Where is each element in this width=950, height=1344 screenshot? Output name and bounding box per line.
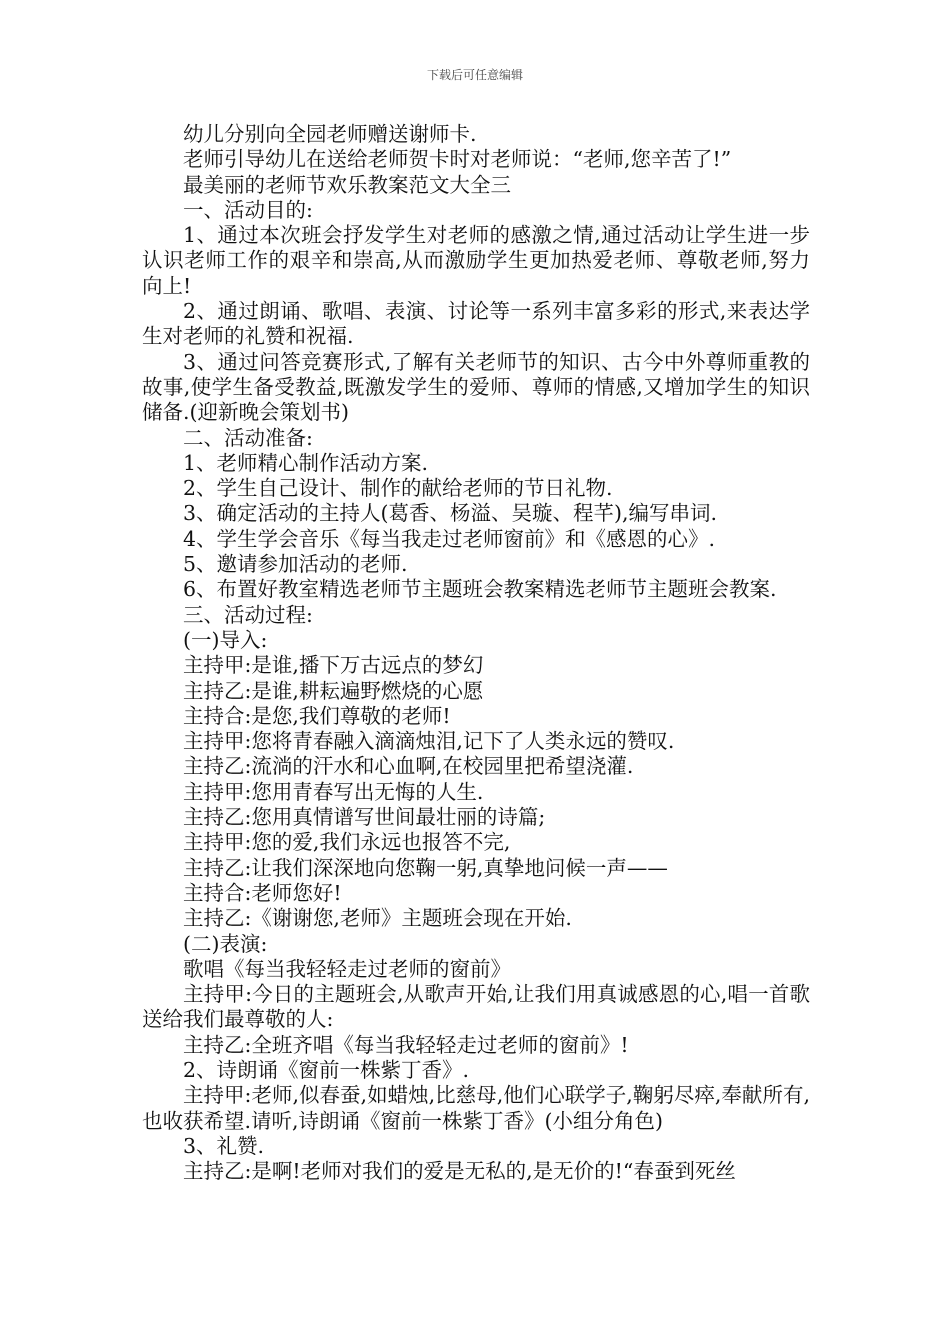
header-note: 下载后可任意编辑 (426, 68, 523, 82)
paragraph: 老师引导幼儿在送给老师贺卡时对老师说：“老师,您辛苦了!” (183, 147, 732, 172)
dialogue-line: 主持乙:流淌的汗水和心血啊,在校园里把希望浇灌. (183, 754, 634, 779)
dialogue-line: 主持合:是您,我们尊敬的老师! (183, 703, 451, 728)
list-item: 3、确定活动的主持人(葛香、杨溢、吴璇、程芊),编写串词. (183, 501, 718, 526)
document-body (142, 122, 810, 1184)
dialogue-line: 主持甲:您将青春融入滴滴烛泪,记下了人类永远的赞叹. (183, 729, 675, 754)
subsection-heading: (二)表演: (183, 931, 268, 956)
paragraph: 3、通过问答竞赛形式,了解有关老师节的知识、古今中外尊师重教的故事,使学生备受教益,既激发学生的爱师、尊师的情感,又增加学生的知识储备.(迎新晚会策划书) (142, 349, 810, 425)
dialogue-line: 主持合:老师您好! (183, 880, 342, 905)
list-item: 1、老师精心制作活动方案. (183, 450, 429, 475)
section-heading: 二、活动准备: (183, 425, 313, 450)
paragraph: 歌唱《每当我轻轻走过老师的窗前》 (183, 956, 511, 981)
dialogue-line: 主持甲:您的爱,我们永远也报答不完, (183, 830, 511, 855)
dialogue-line: 主持乙:让我们深深地向您鞠一躬,真挚地问候一声—— (183, 855, 668, 880)
dialogue-line: 主持乙:全班齐唱《每当我轻轻走过老师的窗前》! (183, 1032, 629, 1057)
paragraph: 1、通过本次班会抒发学生对老师的感激之情,通过活动让学生进一步认识老师工作的艰辛和崇高,从而激励学生更加热爱老师、尊敬老师,努力向上! (142, 223, 810, 298)
paragraph: 幼儿分别向全园老师赠送谢师卡. (183, 122, 477, 146)
dialogue-line: 主持乙:是啊!老师对我们的爱是无私的,是无价的!“春蚕到死丝 (183, 1159, 736, 1184)
list-item: 2、学生自己设计、制作的献给老师的节日礼物. (183, 476, 613, 501)
dialogue-line: 主持乙:是谁,耕耘遍野燃烧的心愿 (183, 678, 484, 703)
dialogue-line: 主持甲:老师,似春蚕,如蜡烛,比慈母,他们心联学子,鞠躬尽瘁,奉献所有,也收获希望.请听,诗朗诵《窗前一株紫丁香》(小组分角色) (142, 1083, 810, 1133)
section-heading: 三、活动过程: (183, 602, 313, 627)
paragraph: 2、通过朗诵、歌唱、表演、讨论等一系列丰富多彩的形式,来表达学生对老师的礼赞和祝福. (142, 299, 810, 349)
list-item: 3、礼赞. (183, 1133, 265, 1158)
dialogue-line: 主持乙:《谢谢您,老师》主题班会现在开始. (183, 906, 572, 931)
subsection-heading: (一)导入: (183, 627, 268, 652)
list-item: 6、布置好教室精选老师节主题班会教案精选老师节主题班会教案. (183, 577, 777, 602)
list-item: 4、学生学会音乐《每当我走过老师窗前》和《感恩的心》. (183, 526, 716, 551)
dialogue-line: 主持甲:今日的主题班会,从歌声开始,让我们用真诚感恩的心,唱一首歌送给我们最尊敬的人: (142, 982, 810, 1032)
section-heading: 一、活动目的: (183, 197, 313, 222)
section-title: 最美丽的老师节欢乐教案范文大全三 (183, 172, 511, 197)
dialogue-line: 主持甲:是谁,播下万古远点的梦幻 (183, 653, 484, 678)
list-item: 5、邀请参加活动的老师. (183, 552, 408, 577)
dialogue-line: 主持乙:您用真情谱写世间最壮丽的诗篇; (183, 805, 546, 830)
list-item: 2、诗朗诵《窗前一株紫丁香》. (183, 1057, 470, 1082)
dialogue-line: 主持甲:您用青春写出无悔的人生. (183, 779, 484, 804)
